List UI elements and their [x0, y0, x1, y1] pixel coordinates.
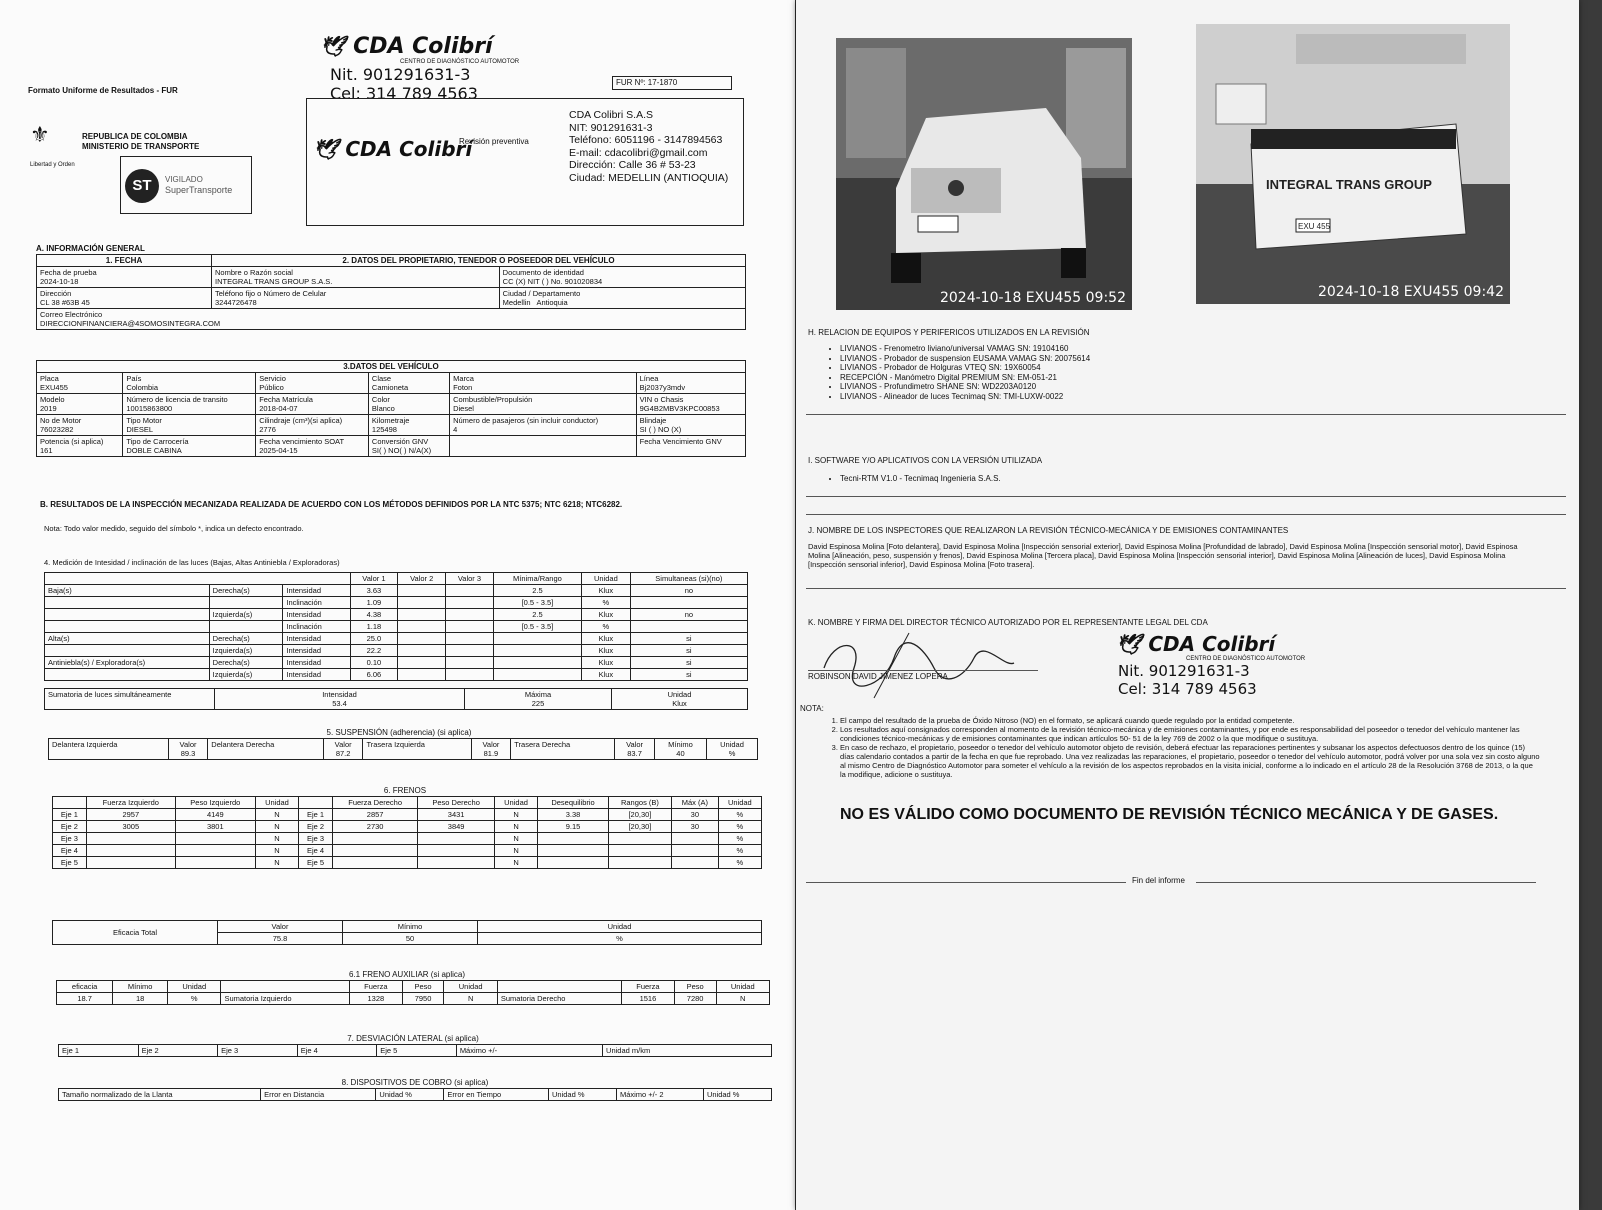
frenos-header: Máx (A): [672, 797, 719, 809]
cobro-cell: Unidad %: [376, 1089, 444, 1101]
list-item: • Tecni-RTM V1.0 - Tecnimaq Ingenieria S.A.S.: [840, 474, 1001, 484]
truck-text: INTEGRAL TRANS GROUP: [1266, 177, 1432, 192]
vehicle-field: Tipo de Carrocería DOBLE CABINA: [123, 436, 256, 457]
brand-tagline: CENTRO DE DIAGNÓSTICO AUTOMOTOR: [400, 59, 520, 65]
nota: Nota: Todo valor medido, seguido del símbolo *, indica un defecto encontrado.: [44, 524, 304, 533]
luces-header: Valor 2: [398, 573, 446, 585]
vehicle-field: Kilometraje 125498: [368, 415, 449, 436]
table-row: Eje 3 N Eje 3 N %: [53, 833, 762, 845]
desviacion-table: [58, 1044, 772, 1057]
table-row: Izquierda(s) Intensidad 22.2 Klux si: [45, 645, 748, 657]
table-row: Inclinación 1.09 [0.5 - 3.5] %: [45, 597, 748, 609]
frenos-header: Peso Derecho: [418, 797, 495, 809]
left-page: [0, 0, 795, 1210]
cobro-title: 8. DISPOSITIVOS DE COBRO (si aplica): [341, 1078, 489, 1087]
vehicle-field: Número de licencia de transito 10015863800: [123, 394, 256, 415]
luces-header: Unidad: [582, 573, 631, 585]
rear-photo: [1196, 24, 1510, 304]
table-row: Izquierda(s) Intensidad 4.38 2.5 Klux no: [45, 609, 748, 621]
section-h-title: H. RELACION DE EQUIPOS Y PERIFERICOS UTILIZADOS EN LA REVISIÓN: [808, 328, 1090, 337]
vehicle-field: Marca Foton: [450, 373, 637, 394]
rear-photo-timestamp: 2024-10-18 EXU455 09:42: [1317, 284, 1504, 300]
cda-info-box: 🕊 CDA Colibrí Revisión preventiva CDA Colibri S.A.S NIT: 901291631-3 Teléfono: 6051196 - 3147894563 E-mail: cdacolibri@gmail.com Dirección: Calle 36 # 53-23 Ciudad: MEDELLIN (ANTIOQUIA): [306, 98, 744, 226]
vehicle-field: Servicio Público: [256, 373, 369, 394]
table-row: Izquierda(s) Intensidad 6.06 Klux si: [45, 669, 748, 681]
section-k-title: K. NOMBRE Y FIRMA DEL DIRECTOR TÉCNICO AUTORIZADO POR EL REPRESENTANTE LEGAL DEL CDA: [808, 618, 1208, 627]
front-truck-image: [836, 38, 1132, 310]
notes-list: [840, 716, 1540, 779]
frenos-header: Peso Izquierdo: [175, 797, 255, 809]
front-photo: [836, 38, 1132, 310]
cobro-table: [58, 1088, 772, 1101]
brand-cel: Cel: 314 789 4563: [330, 84, 478, 103]
list-item: 2. Los resultados aquí consignados corresponden al momento de la revisión técnico-mecánica y de emisiones contaminantes, y por ende es responsabilidad del poseedor o tenedor del vehículo mantener las condiciones técnico-mecánicas y de emisiones contaminantes que indican artículos 50- 51 de la ley 769 de 2002 o la que modifique o sustituya.: [840, 725, 1540, 743]
vehicle-field: Modelo 2019: [37, 394, 123, 415]
frenos-table: [52, 796, 762, 869]
brand-stamp: 🕊 CDA Colibrí CENTRO DE DIAGNÓSTICO AUTOMOTOR Nit. 901291631-3 Cel: 314 789 4563: [1116, 632, 1306, 698]
vehicle-field: Potencia (si aplica) 161: [37, 436, 123, 457]
luces-header: Valor 3: [446, 573, 494, 585]
list-item: • LIVIANOS - Alineador de luces Tecnimaq SN: TMI-LUXW-0022: [840, 392, 1090, 402]
vehicle-field: Fecha Vencimiento GNV: [636, 436, 745, 457]
motto: Libertad y Orden: [30, 162, 75, 168]
fur-number: FUR Nº: 17-1870: [612, 76, 732, 90]
vehicle-field: Blindaje SI ( ) NO (X): [636, 415, 745, 436]
brand-name: CDA Colibrí: [353, 34, 493, 59]
table-row: Antiniebla(s) / Exploradora(s) Derecha(s) Intensidad 0.10 Klux si: [45, 657, 748, 669]
table-row: Eje 5 N Eje 5 N %: [53, 857, 762, 869]
vehicle-field: Cilindraje (cm³)(si aplica) 2776: [256, 415, 369, 436]
vehicle-field: Placa EXU455: [37, 373, 123, 394]
luces-header: Mínima/Rango: [493, 573, 581, 585]
cobro-cell: Unidad %: [703, 1089, 771, 1101]
vehicle-field: Color Blanco: [368, 394, 449, 415]
vehicle-field: Tipo Motor DIESEL: [123, 415, 256, 436]
fin-informe: Fin del informe: [1132, 876, 1185, 885]
vehicle-row: [37, 415, 746, 436]
st-icon: ST: [125, 169, 159, 203]
cobro-cell: Error en Tiempo: [444, 1089, 549, 1101]
desviacion-cell: Eje 4: [297, 1045, 377, 1057]
desviacion-cell: Unidad m/km: [603, 1045, 772, 1057]
brand-header: [320, 34, 519, 103]
luces-table: [44, 572, 748, 681]
hummingbird-icon: 🕊: [313, 137, 339, 161]
list-item: • RECEPCIÓN - Manómetro Digital PREMIUM SN: EM-051-21: [840, 373, 1090, 383]
luces-header: Valor 1: [350, 573, 398, 585]
section-i-title: I. SOFTWARE Y/O APLICATIVOS CON LA VERSIÓN UTILIZADA: [808, 456, 1043, 465]
revision-preventiva: Revisión preventiva: [459, 137, 529, 146]
vehicle-field: País Colombia: [123, 373, 256, 394]
section-a-title: A. INFORMACIÓN GENERAL: [36, 244, 145, 253]
inspectors-text: David Espinosa Molina [Foto delantera], David Espinosa Molina [Inspección sensorial exterior], David Espinosa Molina [Profundidad de labrado], David Espinosa Molina [Inspección sensorial motor], David Espinosa Molina [Alineación, peso, suspensión y frenos], David Espinosa Molina [Tercera placa], David Espinosa Molina [Inspección sensorial interior], David Espinosa Molina [Alineación de luces], David Espinosa Molina [Inspección sensorial inferior], David Espinosa Molina [Foto trasera].: [808, 542, 1518, 569]
freno-auxiliar-table: eficacia Mínimo Unidad Fuerza Peso Unidad Fuerza Peso Unidad 18.7 18 % Sumatoria Izquierdo 1328 7950 N Sumatoria Derecho 1516 7280 N: [56, 980, 770, 1005]
hummingbird-icon: 🕊: [320, 34, 346, 58]
vehicle-row: [37, 373, 746, 394]
right-page: [796, 0, 1579, 1210]
hummingbird-icon: 🕊: [1116, 632, 1142, 656]
frenos-title: 6. FRENOS: [383, 786, 427, 795]
vehicle-field: Clase Camioneta: [368, 373, 449, 394]
ministry-label: MINISTERIO DE TRANSPORTE: [82, 142, 200, 151]
front-photo-timestamp: 2024-10-18 EXU455 09:52: [939, 290, 1126, 306]
vehicle-field: VIN o Chasis 9G4B2MBV3KPC00853: [636, 394, 745, 415]
vehicle-field: Fecha vencimiento SOAT 2025-04-15: [256, 436, 369, 457]
suspension-title: 5. SUSPENSIÓN (adherencia) (si aplica): [326, 728, 472, 737]
table-row: Eje 2 3005 3801 N Eje 2 2730 3849 N 9.15 [20,30] 30 %: [53, 821, 762, 833]
frenos-header: Desequilibrio: [538, 797, 609, 809]
list-item: • LIVIANOS - Profundimetro SHANE SN: WD2203A0120: [840, 382, 1090, 392]
cda-details: CDA Colibri S.A.S NIT: 901291631-3 Teléfono: 6051196 - 3147894563 E-mail: cdacolibri@gmail.com Dirección: Calle 36 # 53-23 Ciudad: MEDELLIN (ANTIOQUIA): [569, 109, 729, 184]
vehicle-row: [37, 394, 746, 415]
frenos-header: Fuerza Izquierdo: [86, 797, 175, 809]
luces-header: Simultaneas (si)(no): [630, 573, 747, 585]
desviacion-cell: Eje 2: [138, 1045, 218, 1057]
coat-of-arms-icon: ⚜: [30, 122, 50, 147]
list-item: • LIVIANOS - Probador de Holguras VTEQ SN: 19X60054: [840, 363, 1090, 373]
table-row: Baja(s) Derecha(s) Intensidad 3.63 2.5 Klux no: [45, 585, 748, 597]
table-row: Inclinación 1.18 [0.5 - 3.5] %: [45, 621, 748, 633]
cobro-cell: Unidad %: [548, 1089, 616, 1101]
table-row: Eje 1 2957 4149 N Eje 1 2857 3431 N 3.38 [20,30] 30 %: [53, 809, 762, 821]
republic-label: REPUBLICA DE COLOMBIA: [82, 132, 188, 141]
vehicle-field: No de Motor 76023282: [37, 415, 123, 436]
desviacion-title: 7. DESVIACIÓN LATERAL (si aplica): [347, 1034, 479, 1043]
freno-auxiliar-title: 6.1 FRENO AUXILIAR (si aplica): [348, 970, 466, 979]
vehicle-field: Combustible/Propulsión Diesel: [450, 394, 637, 415]
sumatoria-table: Sumatoria de luces simultáneamente Intensidad 53.4 Máxima 225 Unidad Klux: [44, 688, 748, 710]
brand-nit: Nit. 901291631-3: [330, 65, 471, 84]
vehicle-field: Número de pasajeros (sin incluir conductor) 4: [450, 415, 637, 436]
rear-truck-image: [1196, 24, 1510, 304]
vehicle-field: Fecha Matrícula 2018-04-07: [256, 394, 369, 415]
list-item: • LIVIANOS - Frenometro liviano/universal VAMAG SN: 19104160: [840, 344, 1090, 354]
desviacion-cell: Eje 1: [59, 1045, 139, 1057]
table-row: Alta(s) Derecha(s) Intensidad 25.0 Klux si: [45, 633, 748, 645]
desviacion-cell: Máximo +/-: [456, 1045, 602, 1057]
frenos-header: Unidad: [255, 797, 298, 809]
format-title: Formato Uniforme de Resultados - FUR: [28, 86, 178, 95]
list-item: • LIVIANOS - Probador de suspension EUSAMA VAMAG SN: 20075614: [840, 354, 1090, 364]
frenos-header: Rangos (B): [608, 797, 671, 809]
vehicle-field: Línea Bj2037y3mdv: [636, 373, 745, 394]
desviacion-cell: Eje 3: [218, 1045, 298, 1057]
software-list: [840, 474, 1001, 484]
cobro-cell: Tamaño normalizado de la Llanta: [59, 1089, 261, 1101]
frenos-header: Fuerza Derecho: [332, 797, 417, 809]
desviacion-cell: Eje 5: [377, 1045, 457, 1057]
vehicle-field: Conversión GNV SI( ) NO( ) N/A(X): [368, 436, 449, 457]
owner-table: 1. FECHA 2. DATOS DEL PROPIETARIO, TENEDOR O POSEEDOR DEL VEHÍCULO Fecha de prueba 2024-10-18 Nombre o Razón social INTEGRAL TRANS GROUP S.A.S. Documento de identidad CC (X) NIT ( ) No. 901020834 Dirección CL 38 #63B 45 Teléfono fijo o Número de Celular 3244726478 Ciudad / Departamento Medellin Antioquia Correo Electrónico DIRECCIONFINANCIERA@4SOMOSINTEGRA.COM: [36, 254, 746, 330]
director-name: ROBINSON DAVID JIMENEZ LOPERA: [808, 672, 948, 681]
cobro-cell: Máximo +/- 2: [616, 1089, 703, 1101]
equipment-list: [840, 344, 1090, 401]
table-row: Eje 4 N Eje 4 N %: [53, 845, 762, 857]
vehicle-table: 3.DATOS DEL VEHÍCULO Placa EXU455 País Colombia Servicio Público Clase Camioneta Marca Foton Línea Bj2037y3mdv Modelo 2019 Número de licencia de transito 10015863800 Fecha Matrícula 2018-04-07 Color Blanco Combustible/Propulsión Diesel VIN o Chasis 9G4B2MBV3KPC00853 No de Motor 76023282 Tipo Motor DIESEL Cilindraje (cm³)(si aplica) 2776 Kilometraje 125498 Número de pasajeros (sin incluir conductor) 4 Blindaje SI ( ) NO (X) Potencia (si aplica) 161 Tipo de Carrocería DOBLE CABINA Fecha vencimiento SOAT 2025-04-15 Conversión GNV SI( ) NO( ) N/A(X) Fecha Vencimiento GNV: [36, 360, 746, 457]
frenos-header: Unidad: [494, 797, 537, 809]
rear-plate: EXU 455: [1298, 222, 1331, 231]
cobro-cell: Error en Distancia: [261, 1089, 376, 1101]
vigilado-logo: ST VIGILADO SuperTransporte: [120, 156, 252, 214]
invalid-warning: NO ES VÁLIDO COMO DOCUMENTO DE REVISIÓN TÉCNICO MECÁNICA Y DE GASES.: [840, 806, 1499, 823]
list-item: 1. El campo del resultado de la prueba de Óxido Nitroso (NO) en el formato, se aplicará cuando quede regulado por la entidad competente.: [840, 716, 1540, 725]
frenos-header: [299, 797, 333, 809]
list-item: 3. En caso de rechazo, el propietario, poseedor o tenedor del vehículo automotor objeto de revisión, deberá efectuar las reparaciones pertinentes y subsanar los aspectos defectuosos dentro de los quince (15) días calendario contados a partir de la fecha en que fue reprobado. Una vez realizadas las reparaciones, el propietario, poseedor o tenedor del vehículo automotor, podrá volver por una sola vez sin costo alguno al mismo Centro de Diagnóstico Automotor para someter el vehículo a la revisión de los aspectos reprobados en la visita inicial, conforme a lo indicado en el artículo 28 de la Resolución 3768 de 2013, o la que la modifique, adicione o sustituya.: [840, 743, 1540, 779]
luces-title: 4. Medición de Intesidad / inclinación de las luces (Bajas, Altas Antiniebla / Exploradoras): [44, 558, 340, 567]
eficacia-table: Eficacia Total Valor Mínimo Unidad 75.8 50 %: [52, 920, 762, 945]
vehicle-field: [450, 436, 637, 457]
section-j-title: J. NOMBRE DE LOS INSPECTORES QUE REALIZARON LA REVISIÓN TÉCNICO-MECÁNICA Y DE EMISIONES CONTAMINANTES: [808, 526, 1289, 535]
section-b-title: B. RESULTADOS DE LA INSPECCIÓN MECANIZADA REALIZADA DE ACUERDO CON LOS MÉTODOS DEFINIDOS POR LA NTC 5375; NTC 6218; NTC6282.: [40, 500, 623, 509]
frenos-header: Unidad: [718, 797, 761, 809]
suspension-table: Delantera Izquierda Valor 89.3 Delantera Derecha Valor 87.2 Trasera Izquierda Valor 81.9 Trasera Derecha Valor 83.7 Mínimo 40 Unidad %: [48, 738, 758, 760]
nota-label: NOTA:: [800, 704, 824, 713]
vehicle-row: [37, 436, 746, 457]
